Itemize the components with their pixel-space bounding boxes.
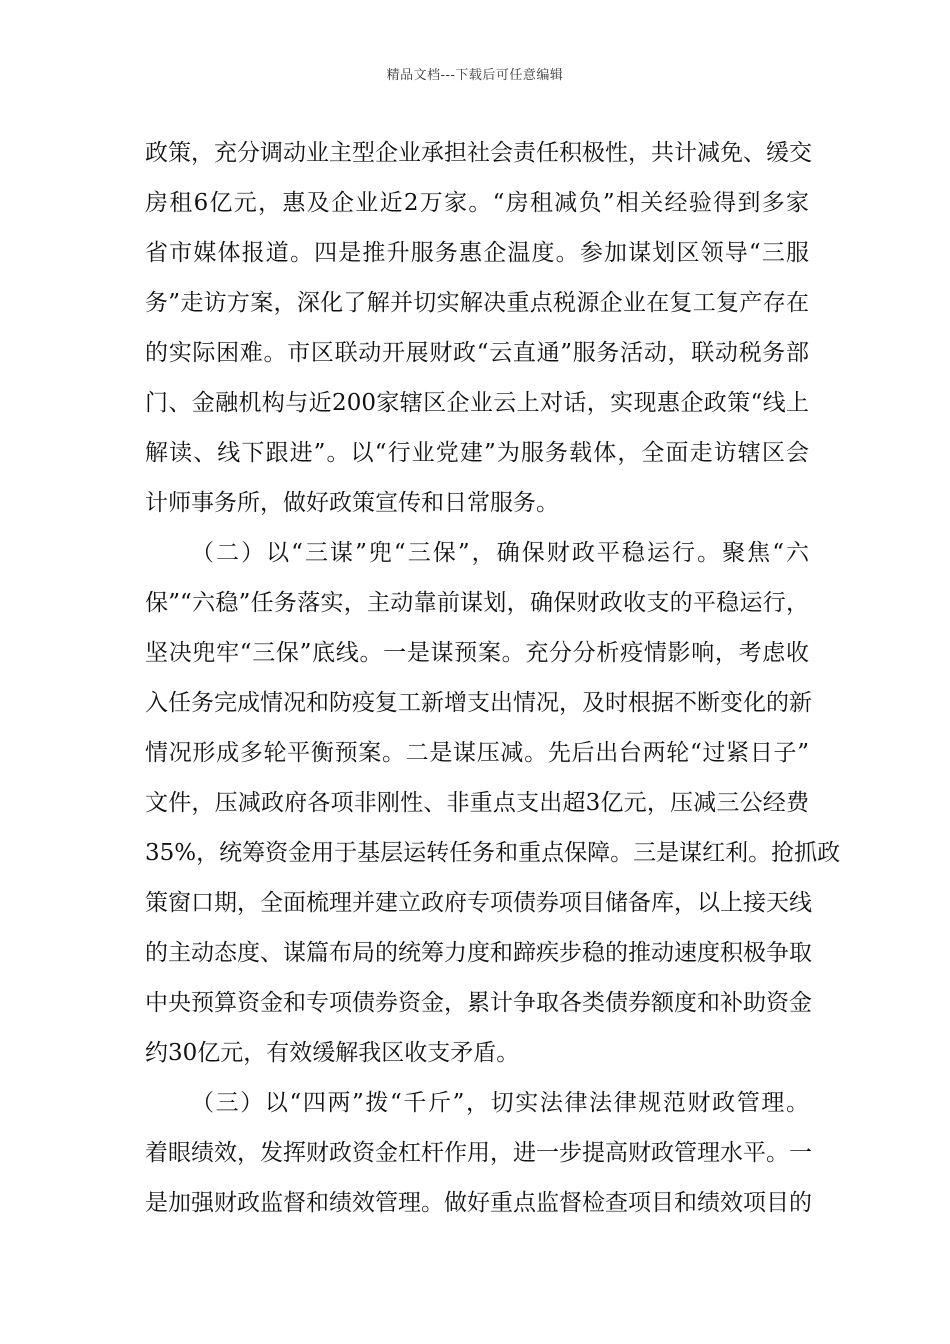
text-line: 计师事务所，做好政策宣传和日常服务。 [145, 490, 559, 516]
body-text [145, 128, 841, 1228]
text-line: 文件，压减政府各项非刚性、非重点支出超3亿元，压减三公经费 [145, 790, 809, 816]
text-line: 省市媒体报道。四是推升服务惠企温度。参加谋划区领导“三服 [145, 240, 809, 266]
text-line: 坚决兜牢“三保”底线。一是谋预案。充分分析疫情影响，考虑收 [145, 640, 809, 666]
text-line: 中央预算资金和专项债券资金，累计争取各类债券额度和补助资金 [145, 990, 812, 1016]
text-line: 解读、线下跟进”。以“行业党建”为服务载体，全面走访辖区会 [145, 440, 809, 466]
text-line: 情况形成多轮平衡预案。二是谋压减。先后出台两轮“过紧日子” [145, 740, 809, 766]
text-line: 是加强财政监督和绩效管理。做好重点监督检查项目和绩效项目的 [145, 1190, 812, 1216]
text-line: 务”走访方案，深化了解并切实解决重点税源企业在复工复产存在 [145, 290, 809, 316]
text-line: （三）以“四两”拨“千斤”，切实法律法律规范财政管理。 [191, 1090, 809, 1116]
text-line: 保”“六稳”任务落实，主动靠前谋划，确保财政收支的平稳运行， [145, 590, 809, 616]
text-line: 政策，充分调动业主型企业承担社会责任积极性，共计减免、缓交 [145, 140, 812, 166]
text-line: 入任务完成情况和防疫复工新增支出情况，及时根据不断变化的新 [145, 690, 812, 716]
text-line: 约30亿元，有效缓解我区收支矛盾。 [145, 1040, 520, 1066]
text-line: 35%，统筹资金用于基层运转任务和重点保障。三是谋红利。抢抓政 [145, 840, 841, 866]
text-line: 着眼绩效，发挥财政资金杠杆作用，进一步提高财政管理水平。一 [145, 1140, 812, 1166]
text-line: 的主动态度、谋篇布局的统筹力度和蹄疾步稳的推动速度积极争取 [145, 940, 812, 966]
page-header: 精品文档---下载后可任意编辑 [386, 68, 564, 83]
text-line: （二）以“三谋”兜“三保”，确保财政平稳运行。聚焦“六 [191, 540, 809, 566]
text-line: 策窗口期，全面梳理并建立政府专项债券项目储备库，以上接天线 [145, 890, 812, 916]
text-line: 门、金融机构与近200家辖区企业云上对话，实现惠企政策“线上 [145, 390, 809, 416]
text-line: 房租6亿元，惠及企业近2万家。“房租减负”相关经验得到多家 [145, 190, 809, 216]
text-line: 的实际困难。市区联动开展财政“云直通”服务活动，联动税务部 [145, 340, 809, 366]
